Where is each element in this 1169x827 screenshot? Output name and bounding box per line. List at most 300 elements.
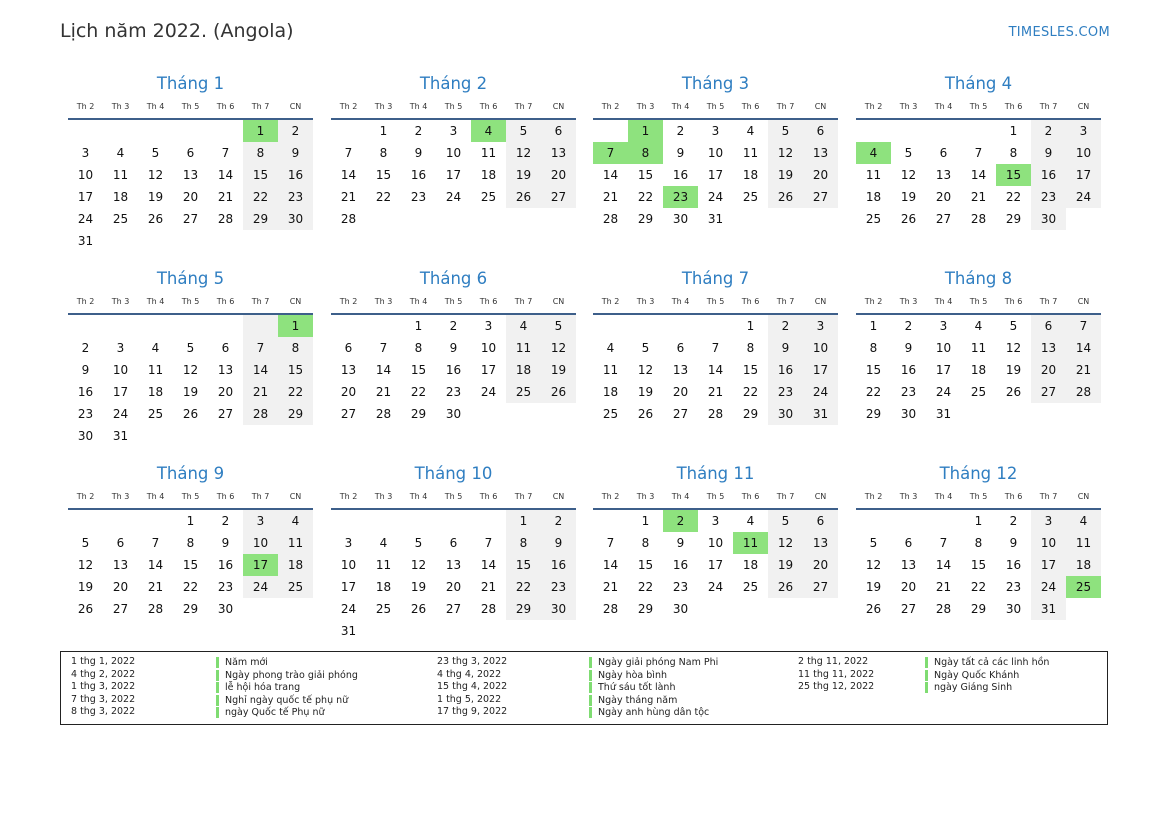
day-cell[interactable]: 27 [803,576,838,598]
day-cell[interactable]: 9 [768,337,803,359]
day-cell[interactable]: 2 [81,341,90,355]
day-cell[interactable]: 24 [445,190,462,204]
day-cell[interactable]: 13 [112,558,129,572]
day-cell[interactable]: 18 [480,168,497,182]
day-cell[interactable]: 22 [1005,190,1022,204]
day-cell[interactable]: 26 [182,407,199,421]
day-cell[interactable]: 11 [480,146,497,160]
day-cell[interactable]: 23 [900,385,917,399]
day-cell[interactable]: 22 [243,186,278,208]
day-cell[interactable]: 2 [676,124,685,138]
day-cell[interactable]: 11 [375,558,392,572]
day-cell[interactable]: 19 [637,385,654,399]
day-cell[interactable]: 22 [410,385,427,399]
day-cell[interactable]: 29 [970,602,987,616]
day-cell[interactable]: 10 [707,536,724,550]
day-cell[interactable]: 22 [182,580,199,594]
day-cell[interactable]: 25 [278,576,313,598]
day-cell[interactable]: 17 [935,363,952,377]
day-cell[interactable]: 23 [217,580,234,594]
day-cell[interactable]: 12 [768,532,803,554]
day-cell[interactable]: 16 [1031,164,1066,186]
day-cell[interactable]: 30 [1005,602,1022,616]
day-cell[interactable]: 12 [410,558,427,572]
day-cell[interactable]: 14 [375,363,392,377]
day-cell[interactable]: 9 [676,536,685,550]
day-cell[interactable]: 6 [676,341,685,355]
day-cell[interactable]: 13 [340,363,357,377]
day-cell[interactable]: 20 [182,190,199,204]
day-cell[interactable]: 9 [904,341,913,355]
day-cell[interactable]: 4 [116,146,125,160]
day-cell[interactable]: 9 [221,536,230,550]
day-cell[interactable]: 5 [641,341,650,355]
day-cell[interactable]: 8 [379,146,388,160]
day-cell[interactable]: 8 [506,532,541,554]
day-cell[interactable]: 2 [221,514,230,528]
day-cell[interactable]: 26 [1005,385,1022,399]
day-cell[interactable]: 8 [278,337,313,359]
day-cell[interactable]: 16 [445,363,462,377]
day-cell[interactable]: 19 [77,580,94,594]
day-cell[interactable]: 5 [541,315,576,337]
day-cell[interactable]: 24 [803,381,838,403]
day-cell[interactable]: 7 [593,142,628,164]
day-cell[interactable]: 20 [900,580,917,594]
day-cell[interactable]: 2 [541,510,576,532]
day-cell[interactable]: 1 [379,124,388,138]
day-cell[interactable]: 2 [449,319,458,333]
day-cell[interactable]: 19 [506,164,541,186]
day-cell[interactable]: 6 [1031,315,1066,337]
day-cell[interactable]: 23 [541,576,576,598]
day-cell[interactable]: 27 [445,602,462,616]
day-cell[interactable]: 12 [506,142,541,164]
day-cell[interactable]: 6 [939,146,948,160]
day-cell[interactable]: 16 [77,385,94,399]
day-cell[interactable]: 24 [935,385,952,399]
day-cell[interactable]: 14 [602,558,619,572]
day-cell[interactable]: 15 [996,164,1031,186]
day-cell[interactable]: 13 [935,168,952,182]
day-cell[interactable]: 29 [278,403,313,425]
day-cell[interactable]: 14 [970,168,987,182]
day-cell[interactable]: 30 [445,407,462,421]
day-cell[interactable]: 6 [803,510,838,532]
day-cell[interactable]: 22 [970,580,987,594]
day-cell[interactable]: 24 [707,580,724,594]
day-cell[interactable]: 13 [1031,337,1066,359]
day-cell[interactable]: 13 [803,532,838,554]
day-cell[interactable]: 4 [746,124,755,138]
day-cell[interactable]: 25 [865,212,882,226]
day-cell[interactable]: 18 [602,385,619,399]
day-cell[interactable]: 6 [541,120,576,142]
day-cell[interactable]: 18 [742,168,759,182]
day-cell[interactable]: 28 [340,212,357,226]
day-cell[interactable]: 23 [278,186,313,208]
day-cell[interactable]: 12 [147,168,164,182]
day-cell[interactable]: 1 [186,514,195,528]
day-cell[interactable]: 21 [1066,359,1101,381]
day-cell[interactable]: 24 [243,576,278,598]
day-cell[interactable]: 16 [278,164,313,186]
day-cell[interactable]: 13 [217,363,234,377]
day-cell[interactable]: 11 [970,341,987,355]
day-cell[interactable]: 18 [147,385,164,399]
day-cell[interactable]: 22 [278,381,313,403]
day-cell[interactable]: 16 [900,363,917,377]
day-cell[interactable]: 15 [506,554,541,576]
day-cell[interactable]: 4 [506,315,541,337]
day-cell[interactable]: 8 [641,536,650,550]
day-cell[interactable]: 2 [904,319,913,333]
day-cell[interactable]: 13 [900,558,917,572]
day-cell[interactable]: 21 [340,190,357,204]
day-cell[interactable]: 11 [733,532,768,554]
day-cell[interactable]: 20 [803,164,838,186]
day-cell[interactable]: 3 [344,536,353,550]
day-cell[interactable]: 10 [77,168,94,182]
day-cell[interactable]: 27 [340,407,357,421]
day-cell[interactable]: 7 [711,341,720,355]
day-cell[interactable]: 22 [375,190,392,204]
day-cell[interactable]: 1 [628,120,663,142]
day-cell[interactable]: 10 [1066,142,1101,164]
day-cell[interactable]: 4 [974,319,983,333]
day-cell[interactable]: 25 [506,381,541,403]
day-cell[interactable]: 20 [217,385,234,399]
day-cell[interactable]: 19 [1005,363,1022,377]
day-cell[interactable]: 28 [602,212,619,226]
day-cell[interactable]: 3 [711,124,720,138]
day-cell[interactable]: 11 [1066,532,1101,554]
day-cell[interactable]: 11 [602,363,619,377]
day-cell[interactable]: 3 [803,315,838,337]
day-cell[interactable]: 10 [707,146,724,160]
day-cell[interactable]: 6 [116,536,125,550]
day-cell[interactable]: 27 [182,212,199,226]
day-cell[interactable]: 5 [768,120,803,142]
day-cell[interactable]: 15 [243,164,278,186]
day-cell[interactable]: 6 [344,341,353,355]
day-cell[interactable]: 3 [711,514,720,528]
day-cell[interactable]: 9 [1031,142,1066,164]
day-cell[interactable]: 14 [243,359,278,381]
day-cell[interactable]: 6 [221,341,230,355]
day-cell[interactable]: 13 [803,142,838,164]
day-cell[interactable]: 30 [278,208,313,230]
day-cell[interactable]: 12 [768,142,803,164]
day-cell[interactable]: 29 [182,602,199,616]
day-cell[interactable]: 21 [602,190,619,204]
day-cell[interactable]: 8 [974,536,983,550]
day-cell[interactable]: 25 [742,190,759,204]
day-cell[interactable]: 5 [1009,319,1018,333]
day-cell[interactable]: 29 [243,208,278,230]
day-cell[interactable]: 14 [147,558,164,572]
day-cell[interactable]: 16 [217,558,234,572]
day-cell[interactable]: 1 [278,315,313,337]
day-cell[interactable]: 7 [379,341,388,355]
day-cell[interactable]: 6 [904,536,913,550]
day-cell[interactable]: 18 [970,363,987,377]
day-cell[interactable]: 27 [672,407,689,421]
day-cell[interactable]: 27 [803,186,838,208]
day-cell[interactable]: 29 [865,407,882,421]
day-cell[interactable]: 4 [746,514,755,528]
day-cell[interactable]: 7 [151,536,160,550]
day-cell[interactable]: 18 [112,190,129,204]
day-cell[interactable]: 23 [672,580,689,594]
day-cell[interactable]: 1 [414,319,423,333]
day-cell[interactable]: 14 [1066,337,1101,359]
day-cell[interactable]: 12 [77,558,94,572]
day-cell[interactable]: 19 [147,190,164,204]
day-cell[interactable]: 20 [803,554,838,576]
day-cell[interactable]: 30 [900,407,917,421]
day-cell[interactable]: 9 [278,142,313,164]
day-cell[interactable]: 22 [506,576,541,598]
day-cell[interactable]: 1 [243,120,278,142]
day-cell[interactable]: 29 [637,212,654,226]
day-cell[interactable]: 8 [243,142,278,164]
day-cell[interactable]: 3 [116,341,125,355]
day-cell[interactable]: 18 [865,190,882,204]
day-cell[interactable]: 19 [410,580,427,594]
day-cell[interactable]: 12 [637,363,654,377]
day-cell[interactable]: 7 [484,536,493,550]
day-cell[interactable]: 12 [541,337,576,359]
day-cell[interactable]: 27 [217,407,234,421]
day-cell[interactable]: 20 [112,580,129,594]
day-cell[interactable]: 9 [541,532,576,554]
day-cell[interactable]: 24 [340,602,357,616]
day-cell[interactable]: 13 [541,142,576,164]
day-cell[interactable]: 16 [1005,558,1022,572]
day-cell[interactable]: 17 [707,168,724,182]
day-cell[interactable]: 31 [803,403,838,425]
day-cell[interactable]: 4 [379,536,388,550]
day-cell[interactable]: 7 [974,146,983,160]
day-cell[interactable]: 14 [707,363,724,377]
day-cell[interactable]: 27 [112,602,129,616]
day-cell[interactable]: 1 [869,319,878,333]
day-cell[interactable]: 17 [243,554,278,576]
day-cell[interactable]: 25 [970,385,987,399]
day-cell[interactable]: 9 [1009,536,1018,550]
day-cell[interactable]: 26 [541,381,576,403]
day-cell[interactable]: 10 [243,532,278,554]
day-cell[interactable]: 31 [340,624,357,638]
day-cell[interactable]: 2 [663,510,698,532]
day-cell[interactable]: 23 [410,190,427,204]
day-cell[interactable]: 16 [672,558,689,572]
day-cell[interactable]: 5 [186,341,195,355]
day-cell[interactable]: 14 [340,168,357,182]
day-cell[interactable]: 26 [77,602,94,616]
day-cell[interactable]: 4 [151,341,160,355]
day-cell[interactable]: 16 [672,168,689,182]
day-cell[interactable]: 3 [1066,120,1101,142]
day-cell[interactable]: 8 [746,341,755,355]
day-cell[interactable]: 28 [935,602,952,616]
day-cell[interactable]: 28 [147,602,164,616]
day-cell[interactable]: 17 [1031,554,1066,576]
day-cell[interactable]: 31 [935,407,952,421]
day-cell[interactable]: 15 [970,558,987,572]
day-cell[interactable]: 26 [865,602,882,616]
day-cell[interactable]: 19 [541,359,576,381]
day-cell[interactable]: 27 [935,212,952,226]
day-cell[interactable]: 21 [935,580,952,594]
day-cell[interactable]: 26 [768,186,803,208]
day-cell[interactable]: 27 [541,186,576,208]
day-cell[interactable]: 22 [637,580,654,594]
day-cell[interactable]: 8 [186,536,195,550]
day-cell[interactable]: 26 [147,212,164,226]
day-cell[interactable]: 19 [768,164,803,186]
day-cell[interactable]: 17 [340,580,357,594]
day-cell[interactable]: 21 [707,385,724,399]
day-cell[interactable]: 29 [506,598,541,620]
day-cell[interactable]: 23 [768,381,803,403]
day-cell[interactable]: 6 [449,536,458,550]
day-cell[interactable]: 5 [506,120,541,142]
day-cell[interactable]: 11 [112,168,129,182]
day-cell[interactable]: 27 [900,602,917,616]
day-cell[interactable]: 4 [278,510,313,532]
day-cell[interactable]: 5 [768,510,803,532]
day-cell[interactable]: 26 [768,576,803,598]
day-cell[interactable]: 29 [742,407,759,421]
day-cell[interactable]: 9 [414,146,423,160]
day-cell[interactable]: 22 [865,385,882,399]
day-cell[interactable]: 21 [480,580,497,594]
day-cell[interactable]: 30 [541,598,576,620]
day-cell[interactable]: 6 [186,146,195,160]
day-cell[interactable]: 8 [869,341,878,355]
day-cell[interactable]: 18 [506,359,541,381]
day-cell[interactable]: 7 [606,536,615,550]
day-cell[interactable]: 20 [541,164,576,186]
day-cell[interactable]: 17 [445,168,462,182]
day-cell[interactable]: 2 [414,124,423,138]
day-cell[interactable]: 23 [1005,580,1022,594]
day-cell[interactable]: 24 [707,190,724,204]
day-cell[interactable]: 12 [182,363,199,377]
day-cell[interactable]: 1 [641,514,650,528]
day-cell[interactable]: 8 [628,142,663,164]
day-cell[interactable]: 24 [1066,186,1101,208]
day-cell[interactable]: 7 [1066,315,1101,337]
day-cell[interactable]: 26 [410,602,427,616]
day-cell[interactable]: 7 [939,536,948,550]
day-cell[interactable]: 30 [217,602,234,616]
day-cell[interactable]: 21 [243,381,278,403]
day-cell[interactable]: 10 [935,341,952,355]
day-cell[interactable]: 11 [742,146,759,160]
day-cell[interactable]: 23 [445,385,462,399]
day-cell[interactable]: 17 [707,558,724,572]
day-cell[interactable]: 18 [375,580,392,594]
day-cell[interactable]: 1 [1009,124,1018,138]
day-cell[interactable]: 30 [77,429,94,443]
day-cell[interactable]: 15 [278,359,313,381]
day-cell[interactable]: 10 [445,146,462,160]
day-cell[interactable]: 24 [480,385,497,399]
day-cell[interactable]: 19 [865,580,882,594]
day-cell[interactable]: 15 [182,558,199,572]
day-cell[interactable]: 1 [974,514,983,528]
day-cell[interactable]: 26 [506,186,541,208]
day-cell[interactable]: 20 [935,190,952,204]
day-cell[interactable]: 22 [637,190,654,204]
day-cell[interactable]: 4 [1066,510,1101,532]
day-cell[interactable]: 25 [375,602,392,616]
day-cell[interactable]: 3 [939,319,948,333]
day-cell[interactable]: 21 [217,190,234,204]
day-cell[interactable]: 21 [147,580,164,594]
day-cell[interactable]: 21 [375,385,392,399]
day-cell[interactable]: 18 [278,554,313,576]
day-cell[interactable]: 25 [742,580,759,594]
day-cell[interactable]: 15 [375,168,392,182]
day-cell[interactable]: 23 [77,407,94,421]
day-cell[interactable]: 26 [637,407,654,421]
day-cell[interactable]: 13 [182,168,199,182]
day-cell[interactable]: 22 [742,385,759,399]
day-cell[interactable]: 3 [243,510,278,532]
day-cell[interactable]: 17 [480,363,497,377]
day-cell[interactable]: 9 [81,363,90,377]
day-cell[interactable]: 25 [147,407,164,421]
day-cell[interactable]: 3 [449,124,458,138]
day-cell[interactable]: 29 [637,602,654,616]
day-cell[interactable]: 13 [445,558,462,572]
day-cell[interactable]: 30 [672,212,689,226]
day-cell[interactable]: 2 [1031,120,1066,142]
day-cell[interactable]: 16 [541,554,576,576]
day-cell[interactable]: 25 [480,190,497,204]
day-cell[interactable]: 11 [278,532,313,554]
day-cell[interactable]: 28 [217,212,234,226]
day-cell[interactable]: 19 [182,385,199,399]
day-cell[interactable]: 3 [484,319,493,333]
day-cell[interactable]: 12 [1005,341,1022,355]
day-cell[interactable]: 30 [1031,208,1066,230]
day-cell[interactable]: 30 [672,602,689,616]
day-cell[interactable]: 7 [243,337,278,359]
day-cell[interactable]: 30 [768,403,803,425]
day-cell[interactable]: 28 [375,407,392,421]
day-cell[interactable]: 5 [81,536,90,550]
day-cell[interactable]: 11 [506,337,541,359]
day-cell[interactable]: 7 [344,146,353,160]
day-cell[interactable]: 19 [900,190,917,204]
day-cell[interactable]: 17 [112,385,129,399]
day-cell[interactable]: 8 [414,341,423,355]
day-cell[interactable]: 3 [1031,510,1066,532]
day-cell[interactable]: 31 [1031,598,1066,620]
day-cell[interactable]: 5 [869,536,878,550]
day-cell[interactable]: 20 [445,580,462,594]
day-cell[interactable]: 7 [221,146,230,160]
day-cell[interactable]: 24 [1031,576,1066,598]
day-cell[interactable]: 31 [707,212,724,226]
day-cell[interactable]: 5 [151,146,160,160]
day-cell[interactable]: 24 [112,407,129,421]
